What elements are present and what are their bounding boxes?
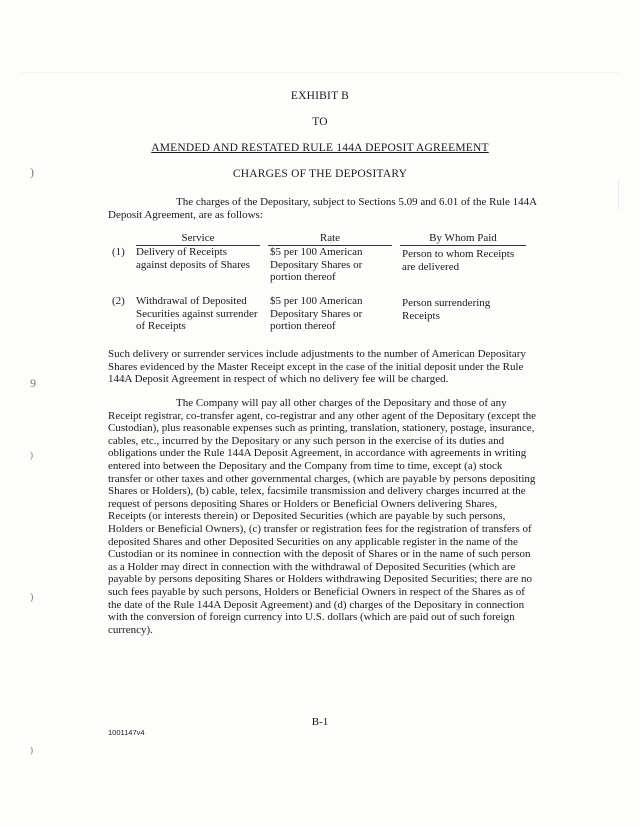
scan-artifact	[618, 180, 619, 210]
service-cell: Delivery of Receipts against deposits of Shares	[136, 246, 250, 271]
column-header-rate: Rate	[268, 232, 392, 246]
to-heading: TO	[312, 116, 328, 128]
margin-mark: )	[30, 592, 34, 603]
paragraph-company-charges: The Company will pay all other charges of the Depositary and those of any Receipt registrar, co-transfer agent, co-registrar and any other agent of the Depositary (except the Custodian), plus reasonable expenses such as printing, translation, stationery, postage, insurance, cables, etc., incurred by the Depositary or any such person in the exercise of its duties and obligations under the Rule 144A Deposit Agreement, in accordance with agreements in writing entered into between the Depositary and the Company from time to time, except (a) stock transfer or other taxes and other governmental charges, (which are payable by persons depositing Shares or Holders), (b) cable, telex, facsimile transmission and delivery charges incurred at the request of persons depositing Shares or Holders or Beneficial Owners delivering Shares, Receipts (or interests therein) or Deposited Securities (which are payable by such persons, Holders or Beneficial Owners), (c) transfer or registration fees for the registration of transfers of deposited Shares and other Deposited Securities on any applicable register in the name of the Custodian or its nominee in connection with the deposit of Shares or in the name of such person as a Holder may direct in connection with the withdrawal of Deposited Securities (which are payable by persons depositing Shares or Holders withdrawing Deposited Securities; there are no such fees payable by such persons, Holders or Beneficial Owners in respect of the Shares as of the date of the Rule 144A Deposit Agreement) and (d) charges of the Depositary in connection with the conversion of foreign currency into U.S. dollars (which are paid out of such foreign currency).	[108, 397, 537, 636]
payer-cell: Person to whom Receipts are delivered	[402, 248, 515, 273]
payer-cell: Person surrendering Receipts	[402, 297, 491, 322]
rate-cell: $5 per 100 American Depositary Shares or portion thereof	[270, 295, 363, 333]
section-title: CHARGES OF THE DEPOSITARY	[232, 168, 408, 180]
scan-artifact	[20, 72, 620, 73]
exhibit-heading: EXHIBIT B	[290, 90, 350, 102]
intro-line: The charges of the Depositary, subject to Sections 5.09 and 6.01 of the Rule 144A	[176, 196, 538, 208]
column-header-payer: By Whom Paid	[400, 232, 526, 246]
intro-line: Deposit Agreement, are as follows:	[108, 209, 263, 221]
margin-mark: )	[30, 165, 34, 179]
service-cell: Withdrawal of Deposited Securities against surrender of Receipts	[136, 295, 258, 333]
row-number: (1)	[112, 246, 125, 258]
margin-mark: 9	[30, 376, 36, 390]
column-header-service: Service	[136, 232, 260, 246]
row-number: (2)	[112, 295, 125, 307]
document-id: 1001147v4	[108, 728, 145, 737]
margin-mark: )	[30, 745, 33, 755]
margin-mark: )	[30, 450, 33, 460]
paragraph-delivery-services: Such delivery or surrender services include adjustments to the number of American Depositary Shares evidenced by the Master Receipt except in the case of the initial deposit under the Rule 144A Deposit Agreement in respect of which no delivery fee will be charged.	[108, 348, 526, 386]
rate-cell: $5 per 100 American Depositary Shares or portion thereof	[270, 246, 363, 284]
agreement-title: AMENDED AND RESTATED RULE 144A DEPOSIT AGREEMENT	[151, 142, 489, 154]
page-number: B-1	[311, 716, 329, 728]
